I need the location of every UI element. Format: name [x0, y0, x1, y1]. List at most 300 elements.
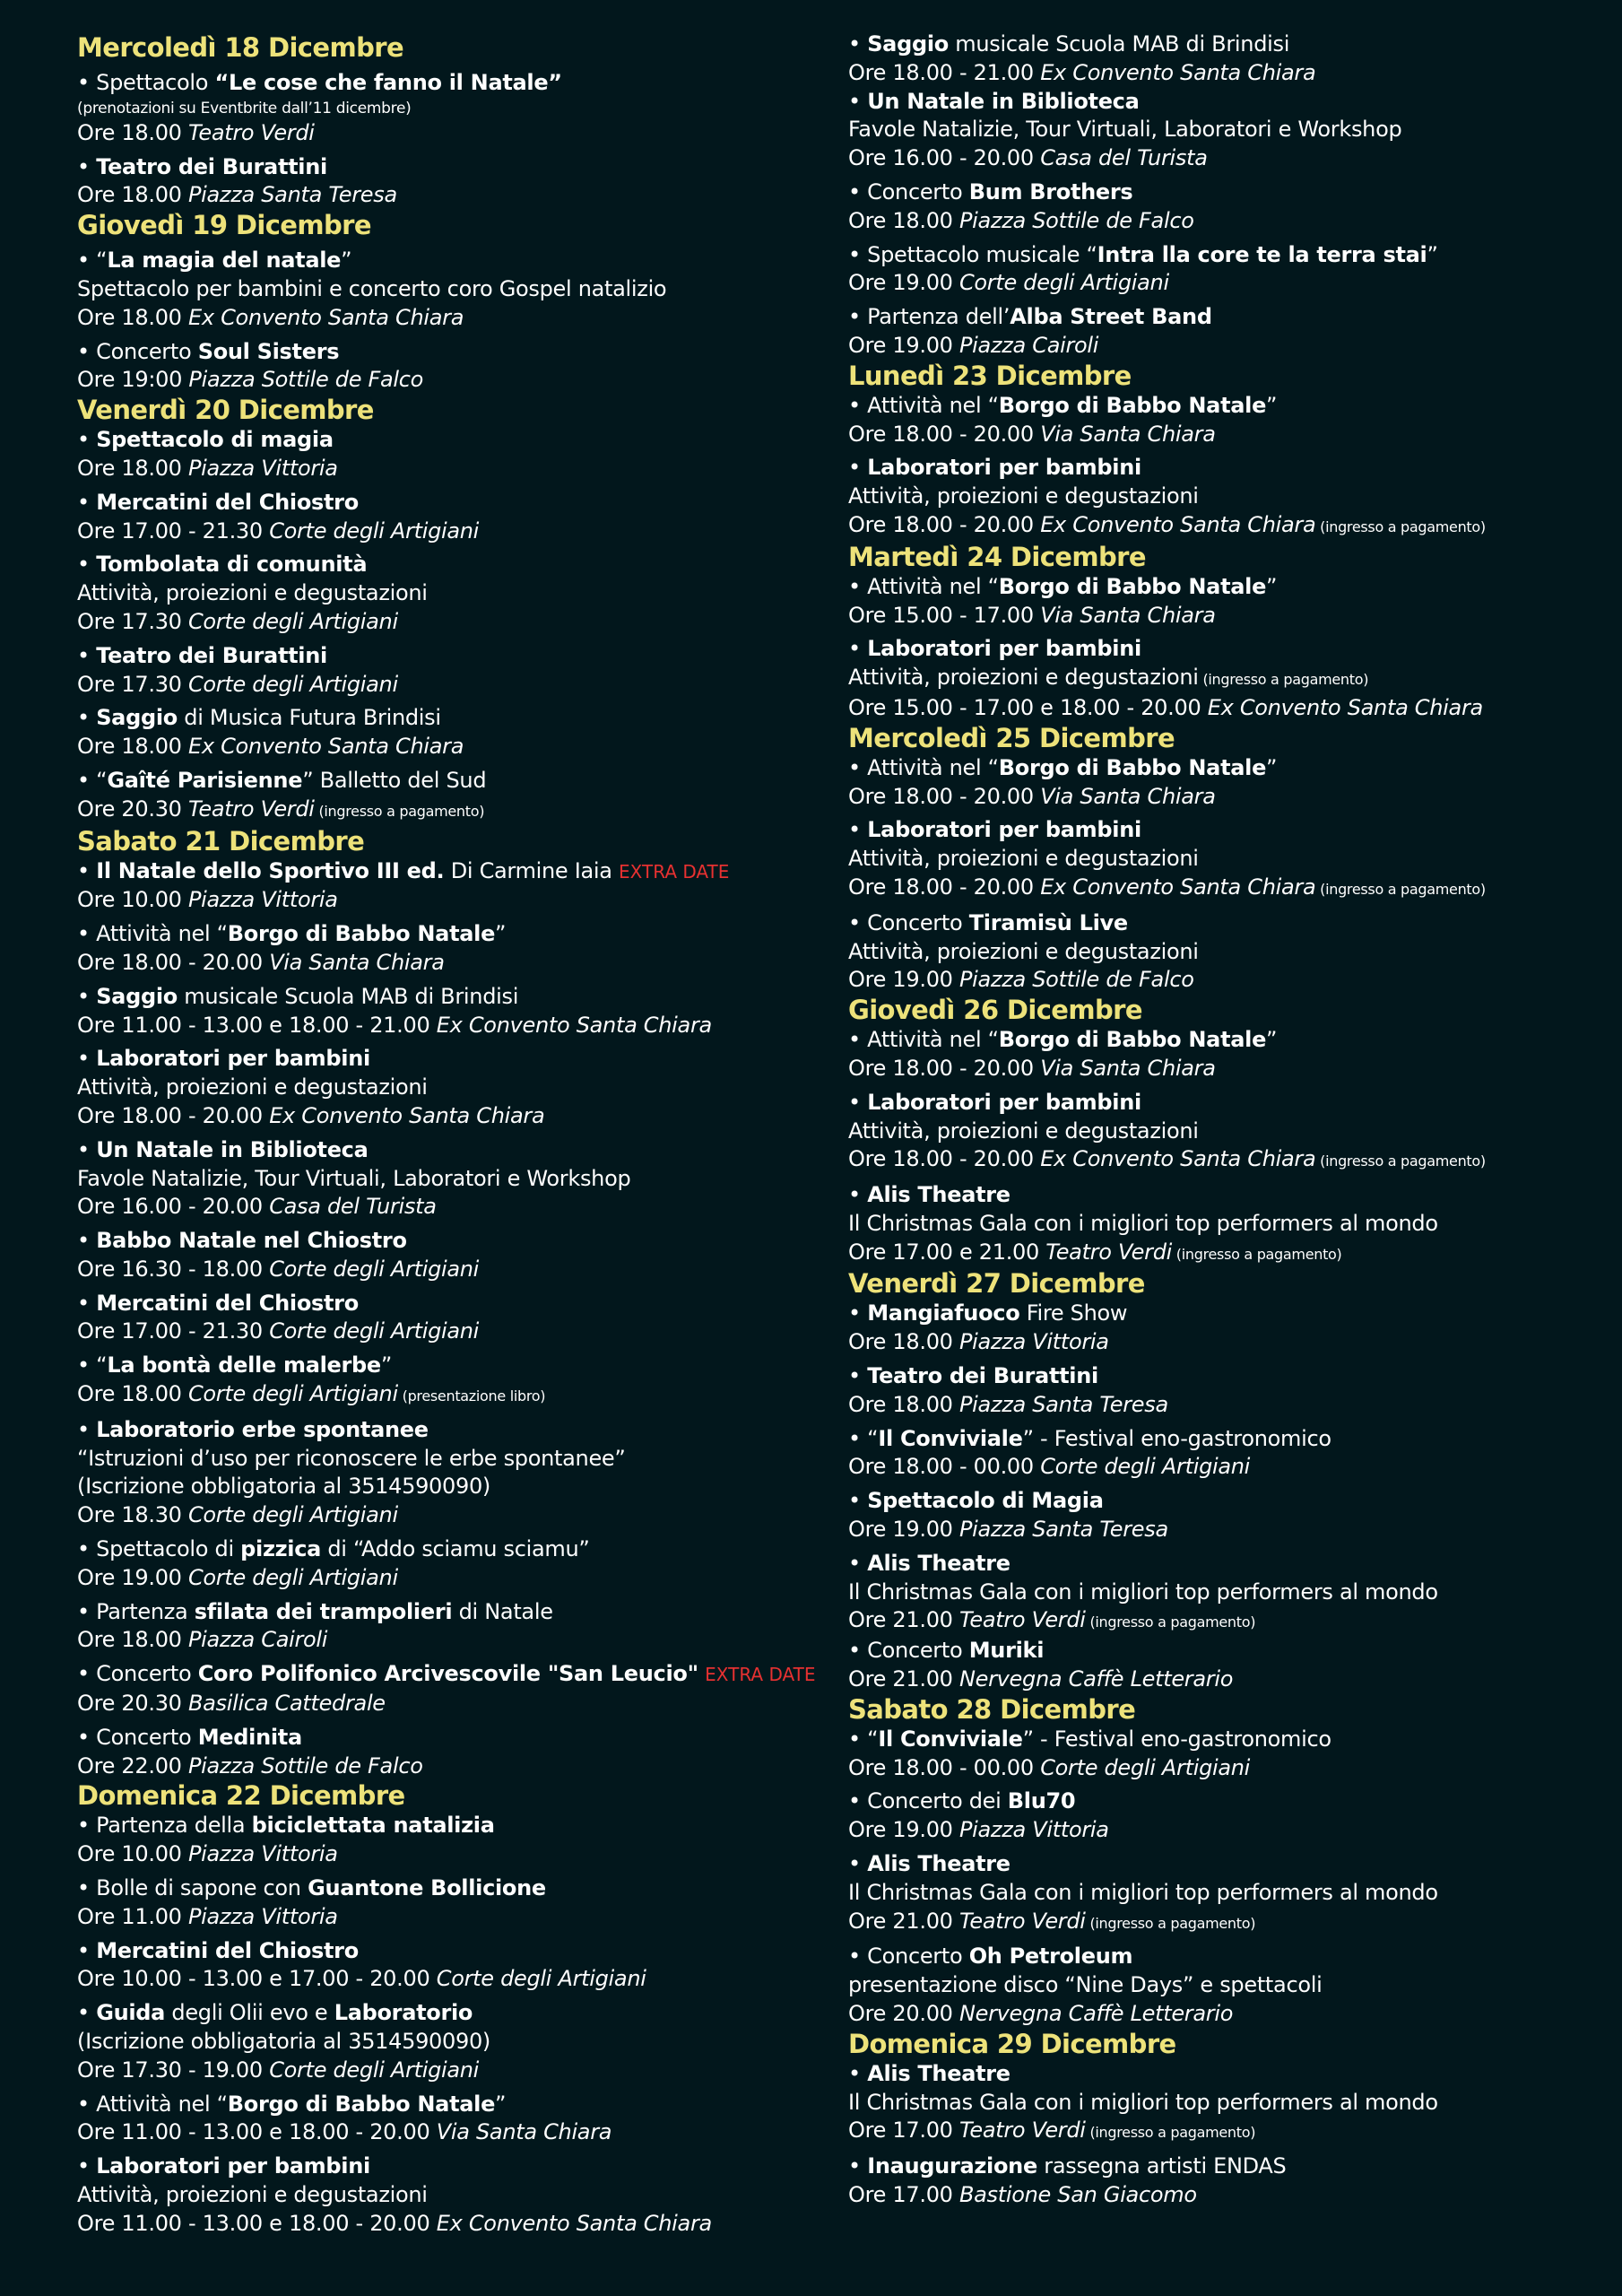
event-text: Ore 15.00 - 17.00 e 18.00 - 20.00	[848, 694, 1208, 720]
event-text: Ore 10.00 - 13.00 e 17.00 - 20.00	[77, 1966, 437, 1992]
event-text: Ore 19:00	[77, 367, 189, 393]
event-text: ” Balletto del Sud	[302, 767, 487, 793]
event-text: •	[77, 2153, 97, 2179]
event-text: •	[848, 636, 868, 662]
event-text: • Attività nel “	[848, 1027, 999, 1053]
event-title: La magia del natale	[107, 248, 342, 274]
event-text: Ore 16.30 - 18.00	[77, 1256, 270, 1282]
event-title: Soul Sisters	[197, 338, 340, 364]
event-line	[77, 1874, 848, 1903]
event-text: Ore 18.00 - 20.00	[848, 874, 1041, 900]
event-line	[77, 1074, 848, 1102]
event-line	[848, 392, 1619, 421]
venue-text: Corte degli Artigiani	[436, 1966, 646, 1992]
event-text: Ore 16.00 - 20.00	[77, 1194, 270, 1220]
event-text: ”	[1266, 1027, 1278, 1053]
event-text: Ore 18.00	[77, 455, 188, 481]
event-title: Blu70	[1007, 1788, 1076, 1814]
left-column	[77, 0, 848, 2239]
event-title: Il Natale dello Sportivo III ed.	[96, 857, 445, 883]
event-text: • Partenza della	[77, 1813, 252, 1839]
event-text: ”	[495, 2091, 507, 2117]
event-line	[848, 694, 1619, 723]
event-text: musicale Scuola MAB di Brindisi	[948, 31, 1290, 57]
event-line	[77, 119, 848, 148]
event-text: Attività, proiezioni e degustazioni	[77, 1074, 428, 1100]
event-line	[77, 983, 848, 1012]
event-text: Ore 18.00 - 20.00	[848, 421, 1041, 447]
venue-text: Ex Convento Santa Chiara	[187, 304, 464, 330]
day-heading: Martedì 24 Dicembre	[848, 541, 1146, 572]
event-line	[77, 1535, 848, 1564]
event-title: Alis Theatre	[867, 1550, 1010, 1576]
event-text: Ore 11.00 - 13.00 e 18.00 - 21.00	[77, 1012, 437, 1038]
event-line	[848, 144, 1619, 173]
event-text: •	[848, 1363, 868, 1389]
event-title: Il Conviviale	[878, 1726, 1023, 1752]
event-title: Oh Petroleum	[968, 1944, 1133, 1970]
event-text: Ore 11.00	[77, 1903, 188, 1929]
event-line	[77, 704, 848, 733]
venue-text: Via Santa Chiara	[1040, 421, 1216, 447]
event-line	[848, 602, 1619, 631]
event-line	[848, 2000, 1619, 2029]
event-line	[848, 88, 1619, 117]
event-text: • Concerto	[77, 338, 198, 364]
event-text: Ore 20.30	[77, 1691, 188, 1717]
event-text: Ore 18.00	[848, 207, 959, 233]
venue-text: Teatro Verdi	[1045, 1239, 1173, 1265]
event-line	[77, 1227, 848, 1256]
venue-text: Piazza Santa Teresa	[958, 1517, 1168, 1543]
event-line	[848, 483, 1619, 511]
event-line	[848, 909, 1619, 938]
event-text: Ore 19.00	[848, 1817, 959, 1843]
venue-text: Via Santa Chiara	[269, 949, 445, 975]
event-line	[77, 551, 848, 579]
event-title: Alba Street Band	[1010, 304, 1212, 330]
event-text: •	[77, 642, 97, 668]
event-text: •	[848, 817, 868, 843]
event-text: Ore 18.00	[77, 1627, 188, 1653]
event-text: •	[77, 1290, 97, 1316]
venue-text: Teatro Verdi	[958, 2118, 1086, 2144]
event-title: Medinita	[197, 1724, 302, 1750]
event-line	[848, 1487, 1619, 1516]
venue-text: Teatro Verdi	[958, 1607, 1086, 1633]
event-text: Ore 19.00	[848, 1517, 959, 1543]
event-text: Ore 18.00	[77, 734, 188, 760]
event-text: Ore 18.00 - 20.00	[848, 511, 1041, 537]
event-text: • Partenza	[77, 1598, 195, 1624]
event-text: •	[77, 705, 97, 731]
event-text: • Partenza dell’	[848, 304, 1010, 330]
event-text: •	[77, 1046, 97, 1072]
venue-text: Piazza Cairoli	[187, 1627, 328, 1653]
event-title: Gaîté Parisienne	[107, 767, 303, 793]
event-line	[77, 1193, 848, 1222]
event-text: rassegna artisti ENDAS	[1037, 2153, 1287, 2179]
event-title: Spettacolo di magia	[96, 427, 334, 453]
event-line	[77, 671, 848, 700]
event-text: •	[848, 1089, 868, 1115]
event-title: Intra lla core te la terra stai	[1097, 241, 1427, 267]
event-title: Laboratorio erbe spontanee	[96, 1416, 429, 1442]
event-text: (ingresso a pagamento)	[1085, 2124, 1256, 2142]
venue-text: Nervegna Caffè Letterario	[958, 2001, 1234, 2027]
event-text: •	[848, 1488, 868, 1514]
right-column	[848, 0, 1619, 2210]
event-title: Borgo di Babbo Natale	[227, 2091, 496, 2117]
event-text: (ingresso a pagamento)	[314, 802, 485, 820]
event-line	[848, 816, 1619, 845]
event-text: Ore 11.00 - 13.00 e 18.00 - 20.00	[77, 2119, 437, 2145]
event-line	[77, 1045, 848, 1074]
event-text: • “	[848, 1726, 879, 1752]
event-title: Laboratori per bambini	[867, 817, 1141, 843]
event-line	[848, 1328, 1619, 1357]
event-text: Ore 18.00	[77, 119, 188, 145]
venue-text: Piazza Santa Teresa	[958, 1391, 1168, 1417]
event-title: biciclettata natalizia	[251, 1813, 495, 1839]
event-text: ” - Festival eno-gastronomico	[1022, 1726, 1331, 1752]
venue-text: Piazza Cairoli	[958, 332, 1099, 358]
extra-date-label: EXTRA DATE	[705, 1664, 816, 1686]
venue-text: Corte degli Artigiani	[958, 270, 1169, 296]
venue-text: Corte degli Artigiani	[269, 1318, 480, 1344]
venue-text: Via Santa Chiara	[436, 2119, 612, 2145]
venue-text: Piazza Vittoria	[958, 1817, 1109, 1843]
event-title: Guantone Bollicione	[308, 1875, 546, 1901]
event-text: •	[77, 153, 97, 179]
event-text: Ore 18.00	[77, 304, 188, 330]
event-text: •	[848, 1182, 868, 1208]
day-heading: Sabato 21 Dicembre	[77, 825, 365, 857]
event-line	[848, 1665, 1619, 1694]
event-title: Tiramisù Live	[968, 909, 1128, 935]
event-text: Di Carmine Iaia	[444, 857, 620, 883]
event-text: •	[848, 2060, 868, 2086]
event-line	[848, 2152, 1619, 2181]
venue-text: Casa del Turista	[269, 1194, 437, 1220]
event-line	[77, 796, 848, 826]
event-text: (presentazione libro)	[397, 1387, 546, 1405]
event-line	[848, 1908, 1619, 1938]
event-line	[848, 1210, 1619, 1239]
event-line	[77, 1290, 848, 1318]
event-text: ”	[1266, 754, 1278, 780]
event-text: Ore 18.00 - 20.00	[77, 949, 270, 975]
venue-text: Piazza Sottile de Falco	[958, 207, 1194, 233]
event-line	[848, 1787, 1619, 1816]
event-line	[77, 275, 848, 304]
event-title: Babbo Natale nel Chiostro	[96, 1228, 407, 1254]
event-text: (ingresso a pagamento)	[1315, 1152, 1486, 1170]
event-text: di Musica Futura Brindisi	[177, 705, 441, 731]
event-line	[77, 1318, 848, 1346]
event-line	[77, 1626, 848, 1655]
event-text: Ore 18.00 - 20.00	[77, 1102, 270, 1128]
event-line	[848, 783, 1619, 812]
event-text: •	[848, 31, 868, 57]
event-line	[77, 247, 848, 275]
event-text: Ore 19.00	[77, 1564, 188, 1590]
event-title: Muriki	[968, 1638, 1045, 1664]
event-line	[77, 1445, 848, 1474]
event-line	[848, 421, 1619, 449]
venue-text: Piazza Vittoria	[187, 1903, 338, 1929]
event-title: Un Natale in Biblioteca	[96, 1136, 369, 1162]
day-heading: Venerdì 20 Dicembre	[77, 395, 374, 426]
event-text: (ingresso a pagamento)	[1085, 1613, 1256, 1631]
event-line	[77, 1564, 848, 1593]
event-text: Ore 15.00 - 17.00	[848, 602, 1041, 628]
venue-text: Corte degli Artigiani	[187, 1502, 398, 1528]
event-line	[77, 733, 848, 761]
event-line	[77, 1136, 848, 1165]
event-text: • Spettacolo	[77, 70, 215, 95]
event-text: musicale Scuola MAB di Brindisi	[177, 983, 519, 1009]
event-text: ”	[1427, 241, 1438, 267]
event-text: Il Christmas Gala con i migliori top performers al mondo	[848, 1210, 1438, 1236]
event-text: •	[848, 1851, 868, 1877]
event-title: Coro Polifonico Arcivescovile "San Leucio"	[197, 1661, 698, 1687]
event-title: Mangiafuoco	[867, 1300, 1020, 1326]
venue-text: Corte degli Artigiani	[1040, 1754, 1251, 1780]
event-line	[848, 874, 1619, 904]
event-line	[77, 1999, 848, 2028]
event-line	[848, 1550, 1619, 1578]
event-text: Ore 17.30	[77, 608, 188, 634]
event-title: Teatro dei Burattini	[96, 642, 327, 668]
event-title: Laboratori per bambini	[96, 1046, 370, 1072]
venue-text: Ex Convento Santa Chiara	[436, 2210, 712, 2236]
event-text: Ore 16.00 - 20.00	[848, 145, 1041, 171]
event-line	[848, 938, 1619, 967]
event-text: (Iscrizione obbligatoria al 3514590090)	[77, 1474, 490, 1500]
event-text: Attività, proiezioni e degustazioni	[848, 665, 1199, 691]
venue-text: Ex Convento Santa Chiara	[1040, 511, 1316, 537]
event-text: Ore 18.00 - 00.00	[848, 1754, 1041, 1780]
event-line	[848, 845, 1619, 874]
event-title: Un Natale in Biblioteca	[867, 88, 1140, 114]
venue-text: Ex Convento Santa Chiara	[1040, 1146, 1316, 1172]
event-title: Laboratori per bambini	[867, 636, 1141, 662]
event-line	[848, 1300, 1619, 1328]
event-title: Tombolata di comunità	[96, 552, 368, 578]
venue-text: Teatro Verdi	[187, 796, 315, 822]
day-heading: Mercoledì 25 Dicembre	[848, 722, 1175, 753]
event-title: Mercatini del Chiostro	[96, 489, 359, 515]
event-line	[848, 635, 1619, 664]
venue-text: Corte degli Artigiani	[269, 2057, 480, 2083]
event-line	[848, 178, 1619, 207]
event-text: • Concerto	[848, 178, 969, 204]
event-text: Ore 18.00	[848, 1391, 959, 1417]
event-text: ”	[380, 1352, 393, 1378]
venue-text: Ex Convento Santa Chiara	[1207, 694, 1483, 720]
event-line	[77, 1473, 848, 1501]
event-line	[77, 608, 848, 637]
event-text: • Spettacolo di	[77, 1536, 241, 1562]
event-line	[848, 1453, 1619, 1482]
event-text: Ore 19.00	[848, 967, 959, 993]
event-line	[848, 1089, 1619, 1118]
event-line	[77, 2118, 848, 2147]
event-text: • Concerto	[848, 909, 969, 935]
event-line	[77, 1598, 848, 1627]
event-text: • Concerto	[77, 1661, 198, 1687]
event-line	[848, 1943, 1619, 1971]
event-line	[848, 1606, 1619, 1637]
venue-text: Via Santa Chiara	[1040, 602, 1216, 628]
day-heading: Sabato 28 Dicembre	[848, 1693, 1136, 1725]
event-line	[848, 664, 1619, 694]
event-text: • Concerto	[848, 1944, 969, 1970]
event-text: Il Christmas Gala con i migliori top performers al mondo	[848, 2089, 1438, 2115]
event-text: Ore 21.00	[848, 1607, 959, 1633]
venue-text: Corte degli Artigiani	[1040, 1454, 1251, 1480]
event-text: •	[77, 1136, 97, 1162]
venue-text: Basilica Cattedrale	[187, 1691, 386, 1717]
event-title: Alis Theatre	[867, 1851, 1010, 1877]
event-line	[848, 1118, 1619, 1146]
event-title: Mercatini del Chiostro	[96, 1290, 359, 1316]
event-line	[848, 2117, 1619, 2147]
event-line	[848, 116, 1619, 144]
event-line	[77, 1965, 848, 1994]
event-title: “Le cose che fanno il Natale”	[214, 70, 562, 95]
event-title: Bum Brothers	[968, 178, 1133, 204]
event-text: • Concerto dei	[848, 1788, 1008, 1814]
event-line	[848, 1055, 1619, 1083]
event-line	[848, 1850, 1619, 1879]
event-line	[77, 153, 848, 182]
event-line	[77, 489, 848, 517]
event-line	[77, 2210, 848, 2239]
event-text: • “	[77, 248, 108, 274]
event-title: Teatro dei Burattini	[96, 153, 327, 179]
event-line	[848, 754, 1619, 783]
event-text: • Attività nel “	[848, 754, 999, 780]
event-text: Attività, proiezioni e degustazioni	[77, 2182, 428, 2207]
event-text: Attività, proiezioni e degustazioni	[848, 483, 1199, 509]
event-title: Saggio	[867, 31, 949, 57]
event-text: ” - Festival eno-gastronomico	[1022, 1425, 1331, 1451]
event-line	[848, 966, 1619, 995]
event-title: Saggio	[96, 705, 178, 731]
venue-text: Corte degli Artigiani	[187, 1381, 398, 1407]
event-line	[77, 1812, 848, 1840]
event-line	[77, 1102, 848, 1131]
event-text: (ingresso a pagamento)	[1085, 1914, 1256, 1932]
event-line	[77, 1840, 848, 1869]
venue-text: Via Santa Chiara	[1040, 783, 1216, 809]
event-text: • Attività nel “	[848, 392, 999, 418]
event-line	[77, 1724, 848, 1752]
event-line	[77, 886, 848, 915]
venue-text: Bastione San Giacomo	[958, 2182, 1197, 2207]
event-line	[848, 1879, 1619, 1908]
event-title: Guida	[96, 2000, 166, 2026]
event-text: •	[848, 2153, 868, 2179]
event-line	[77, 1165, 848, 1194]
event-line	[77, 1690, 848, 1718]
event-text: •	[77, 489, 97, 515]
event-text: (ingresso a pagamento)	[1198, 671, 1369, 689]
event-text: Attività, proiezioni e degustazioni	[848, 846, 1199, 872]
event-line	[77, 642, 848, 671]
event-line	[848, 1816, 1619, 1845]
event-line	[77, 2028, 848, 2057]
event-line	[77, 1256, 848, 1284]
event-line	[848, 1726, 1619, 1754]
event-title: Alis Theatre	[867, 1182, 1010, 1208]
event-line	[77, 1380, 848, 1411]
event-text: •	[848, 1550, 868, 1576]
event-line	[77, 69, 848, 98]
event-line	[77, 517, 848, 546]
event-title: Mercatini del Chiostro	[96, 1937, 359, 1963]
venue-text: Corte degli Artigiani	[187, 671, 398, 697]
event-text: Ore 19.00	[848, 270, 959, 296]
event-line	[848, 511, 1619, 542]
event-text: Ore 17.00 - 21.30	[77, 517, 270, 544]
event-title: Il Conviviale	[878, 1425, 1023, 1451]
venue-text: Ex Convento Santa Chiara	[436, 1012, 712, 1038]
event-text: • Bolle di sapone con	[77, 1875, 308, 1901]
venue-text: Corte degli Artigiani	[269, 517, 480, 544]
venue-text: Corte degli Artigiani	[187, 608, 398, 634]
event-text: Ore 18.00 - 20.00	[848, 783, 1041, 809]
event-title: Saggio	[96, 983, 178, 1009]
event-line	[77, 1752, 848, 1781]
event-line	[848, 241, 1619, 270]
event-text: Ore 19.00	[848, 332, 959, 358]
day-heading: Domenica 22 Dicembre	[77, 1780, 405, 1812]
event-text: •	[77, 857, 97, 883]
event-text: • “	[77, 1352, 108, 1378]
event-text: Ore 18.00	[77, 1381, 188, 1407]
event-title: sfilata dei trampolieri	[194, 1598, 453, 1624]
venue-text: Piazza Vittoria	[187, 1841, 338, 1867]
event-text: Ore 17.00	[848, 2182, 959, 2207]
event-title: Laboratorio	[334, 2000, 473, 2026]
event-title: Laboratori per bambini	[96, 2153, 370, 2179]
event-line	[848, 1578, 1619, 1607]
event-text: • Concerto	[848, 1638, 969, 1664]
event-line	[848, 1145, 1619, 1176]
event-text: Ore 17.00	[848, 2118, 959, 2144]
event-text: Favole Natalizie, Tour Virtuali, Laboratori e Workshop	[77, 1165, 631, 1191]
event-line	[848, 573, 1619, 602]
venue-text: Ex Convento Santa Chiara	[1040, 874, 1316, 900]
event-line	[848, 454, 1619, 483]
event-text: ”	[495, 921, 507, 947]
event-text: • “	[77, 767, 108, 793]
event-line	[848, 59, 1619, 88]
event-line	[77, 2181, 848, 2210]
venue-text: Piazza Vittoria	[958, 1329, 1109, 1355]
event-text: Ore 20.30	[77, 796, 188, 822]
venue-text: Piazza Sottile de Falco	[958, 967, 1194, 993]
booking-note	[77, 98, 848, 119]
event-line	[848, 1637, 1619, 1665]
event-title: Inaugurazione	[867, 2153, 1037, 2179]
event-text: degli Olii evo e	[165, 2000, 334, 2026]
event-text: Spettacolo per bambini e concerto coro Gospel natalizio	[77, 275, 667, 301]
event-line	[77, 1012, 848, 1040]
